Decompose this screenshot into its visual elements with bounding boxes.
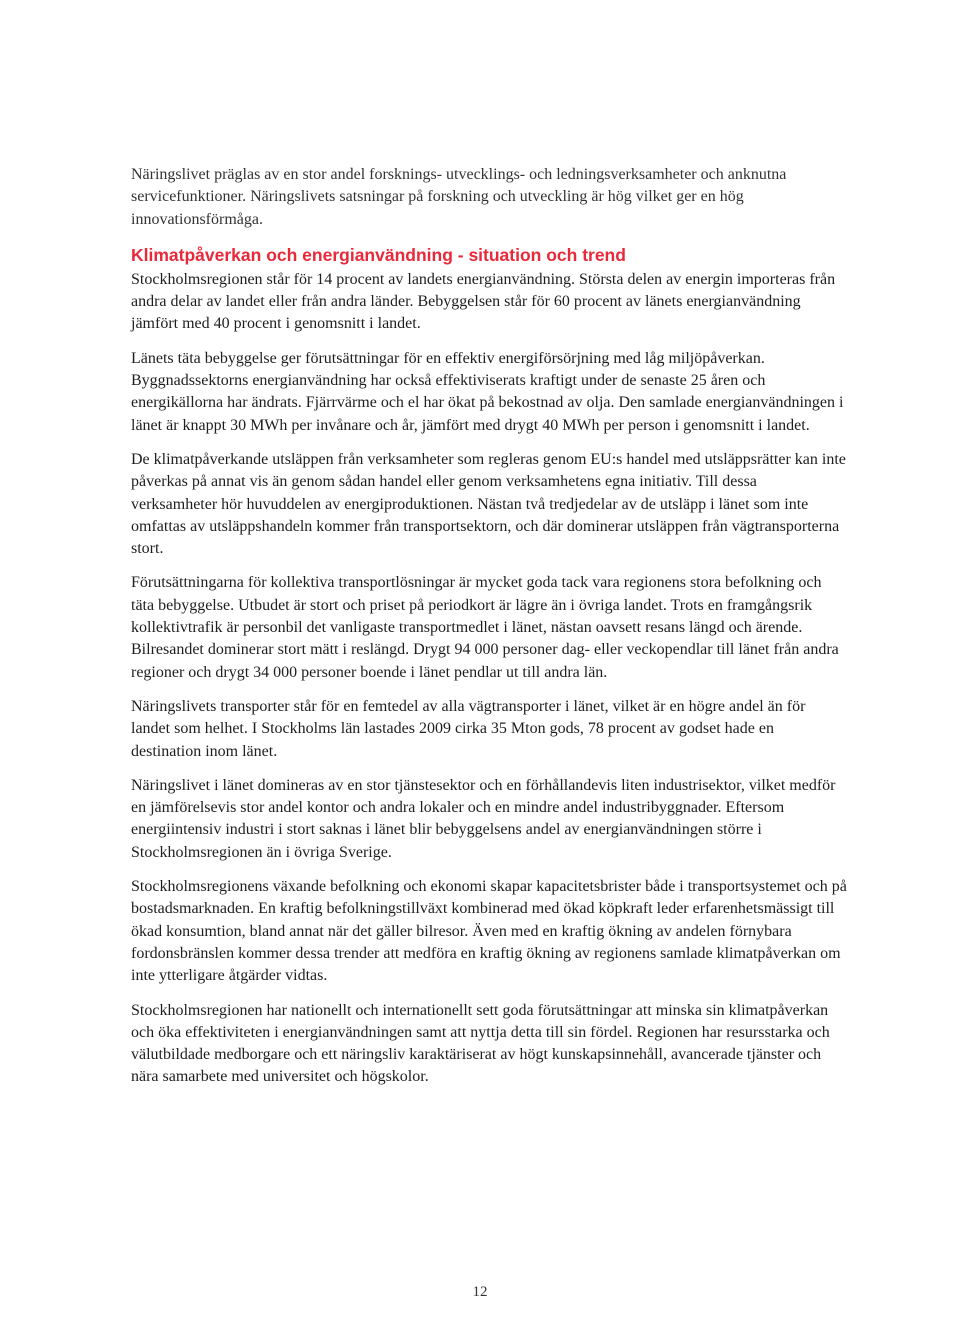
body-paragraph-7: Stockholmsregionens växande befolkning och ekonomi skapar kapacitetsbrister både i transportsystemet och på bostadsmarknaden. En kraftig befolkningstillväxt kombinerad med ökad köpkraft leder erfarenhetsmässigt till ökad konsumtion, bland annat när det gäller bilresor. Även med en kraftig ökning av andelen förnybara fordonsbränslen kommer dessa trender att medföra en kraftig ökning av regionens samlade klimatpåverkan om inte ytterligare åtgärder vidtas. — [131, 878, 847, 985]
body-paragraph-4: Förutsättningarna för kollektiva transportlösningar är mycket goda tack vara regionens stora befolkning och täta bebyggelse. Utbudet är stort och priset på periodkort är lägre än i övriga landet. Trots en framgångsrik kollektivtrafik är personbil det vanligaste transportmedlet i länet, nästan oavsett resans längd och ärende. Bilresandet dominerar stort mätt i reslängd. Drygt 94 000 personer dag- eller veckopendlar till länet från andra regioner och drygt 34 000 personer boende i länet pendlar ut till andra län. — [131, 574, 839, 681]
body-paragraph-6: Näringslivet i länet domineras av en stor tjänstesektor och en förhållandevis liten industrisektor, vilket medför en jämförelsevis stor andel kontor och andra lokaler och en mindre andel industribyggnader. Eftersom energiintensiv industri i stort saknas i länet blir bebyggelsens andel av energianvändningen större i Stockholmsregionen än i övriga Sverige. — [131, 776, 836, 861]
body-paragraph-2: Länets täta bebyggelse ger förutsättningar för en effektiv energiförsörjning med låg miljöpåverkan. Byggnadssektorns energianvändning har också effektiviserats kraftigt under de senaste 25 åren och energikällorna har ändrats. Fjärrvärme och el har ökat på bekostnad av olja. Den samlade energianvändningen i länet är knappt 30 MWh per invånare och år, jämfört med drygt 40 MWh per person i genomsnitt i landet. — [131, 349, 844, 434]
body-paragraph-1: Stockholmsregionen står för 14 procent av landets energianvändning. Största delen av energin importeras från andra delar av landet eller från andra länder. Bebyggelsen står för 60 procent av länets energianvändning jämfört med 40 procent i genomsnitt i landet. — [131, 270, 836, 333]
body-paragraph-8: Stockholmsregionen har nationellt och internationellt sett goda förutsättningar att minska sin klimatpåverkan och öka effektiviteten i energianvändningen samt att nyttja detta till sin fördel. Regionen har resursstarka och välutbildade medborgare och ett näringsliv karaktäriserat av högt kunskapsinnehåll, avancerade tjänster och nära samarbete med universitet och högskolor. — [131, 1001, 830, 1086]
page-number: 12 — [472, 1284, 488, 1300]
intro-paragraph: Näringslivet präglas av en stor andel forsknings- utvecklings- och ledningsverksamheter och anknutna servicefunktioner. Näringslivets satsningar på forskning och utveckling är hög vilket ger en hög innovationsförmåga. — [131, 166, 787, 228]
document-page — [131, 164, 847, 1101]
body-paragraph-3: De klimatpåverkande utsläppen från verksamheter som regleras genom EU:s handel med utsläppsrätter kan inte påverkas på annat vis än genom sådan handel eller genom verksamhetens egna initiativ. Till dessa verksamheter hör huvuddelen av energiproduktionen. Nästan två tredjedelar av de utsläpp i länet som inte omfattas av utsläppshandeln kommer från transportsektorn, och där dominerar utsläppen från vägtransporterna stort. — [131, 450, 846, 558]
body-paragraph-5: Näringslivets transporter står för en femtedel av alla vägtransporter i länet, vilket är en högre andel än för landet som helhet. I Stockholms län lastades 2009 cirka 35 Mton gods, 78 procent av godset hade en destination inom länet. — [131, 697, 806, 760]
section-heading: Klimatpåverkan och energianvändning - situation och trend — [131, 244, 626, 265]
